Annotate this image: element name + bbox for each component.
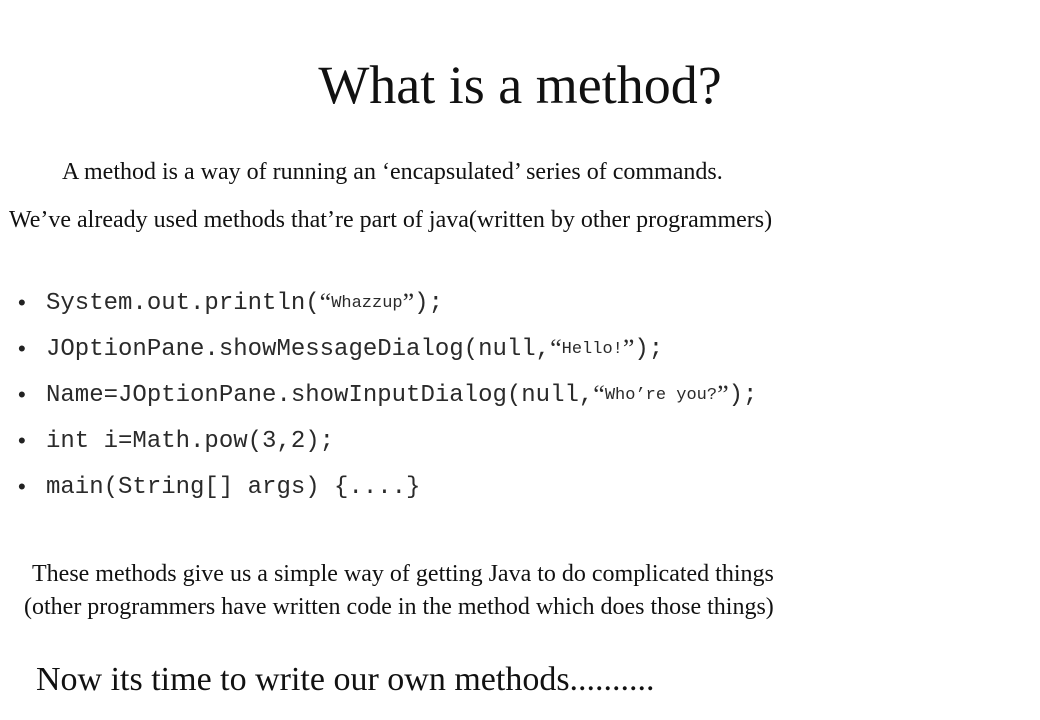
code-prefix: JOptionPane.showMessageDialog(null, [46, 335, 551, 363]
list-item-println [18, 280, 757, 326]
code-suffix: ); [634, 335, 664, 363]
open-quote: “ [550, 334, 562, 363]
outro-line-2: (other programmers have written code in the method which does those things) [24, 594, 774, 620]
bullet-icon: • [18, 474, 26, 499]
close-quote: ” [402, 288, 415, 317]
string-literal: Who’re you? [604, 385, 718, 405]
list-item-math-pow [18, 418, 757, 464]
method-examples-list [18, 280, 757, 510]
list-item-message-dialog [18, 326, 757, 372]
open-quote: “ [319, 288, 332, 317]
code-prefix: System.out.println( [46, 289, 320, 317]
code-suffix: ); [414, 289, 443, 317]
slide-title: What is a method? [318, 55, 722, 115]
string-literal: Whazzup [331, 293, 403, 313]
close-quote: ” [717, 380, 729, 409]
closing-line: Now its time to write our own methods.......... [36, 661, 655, 698]
close-quote: ” [622, 334, 635, 363]
bullet-icon: • [18, 336, 26, 361]
list-item-input-dialog [18, 372, 757, 418]
code-text: main(String[] args) {....} [46, 473, 421, 501]
bullet-icon: • [18, 428, 26, 453]
outro-line-1: These methods give us a simple way of getting Java to do complicated things [32, 561, 774, 587]
open-quote: “ [593, 380, 605, 409]
code-prefix: Name=JOptionPane.showInputDialog(null, [46, 381, 594, 409]
bullet-icon: • [18, 290, 26, 315]
intro-line-2: We’ve already used methods that’re part of java(written by other programmers) [9, 207, 773, 233]
string-literal: Hello! [561, 339, 623, 359]
intro-line-1: A method is a way of running an ‘encapsulated’ series of commands. [62, 159, 723, 185]
bullet-icon: • [18, 382, 26, 407]
list-item-main [18, 464, 757, 510]
code-suffix: ); [728, 381, 758, 409]
code-text: int i=Math.pow(3,2); [46, 427, 335, 455]
